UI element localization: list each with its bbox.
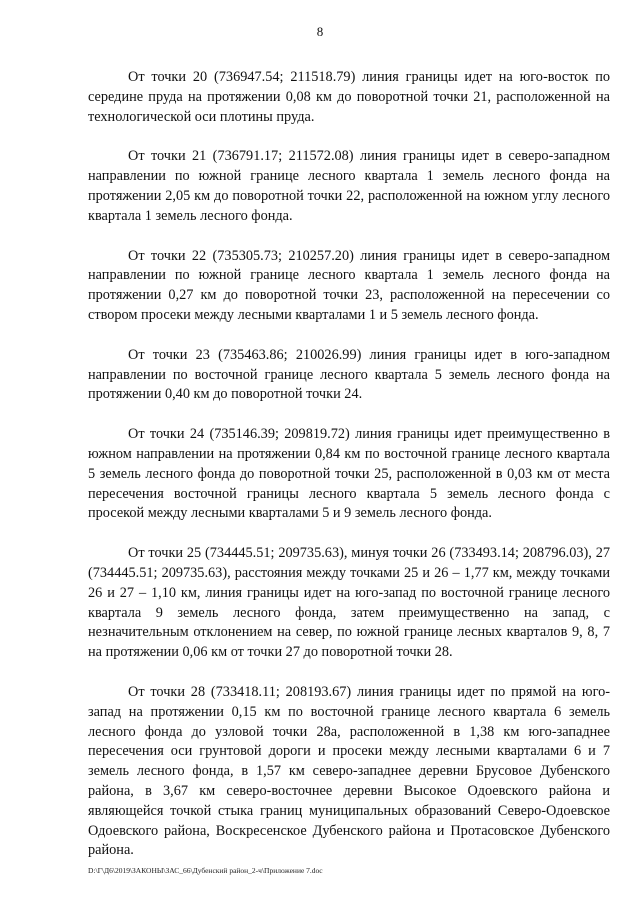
page-number: 8 [316, 24, 324, 39]
paragraph-point-22: От точки 22 (735305.73; 210257.20) линия границы идет в северо-западном направлении по южной границе лесного квартала 1 земель лесного фонда на протяжении 0,27 км до поворотной точки 23, расположенной на пересечении со створом просеки между лесными кварталами 1 и 5 земель лесного фонда. [88, 247, 610, 323]
paragraph-point-23: От точки 23 (735463.86; 210026.99) линия границы идет в юго-западном направлении по восточной границе лесного квартала 5 земель лесного фонда на протяжении 0,40 км до поворотной точки 24. [88, 346, 610, 403]
document-body [88, 68, 610, 881]
paragraph-point-21: От точки 21 (736791.17; 211572.08) линия границы идет в северо-западном направлении по южной границе лесного квартала 1 земель лесного фонда на протяжении 2,05 км до поворотной точки 22, расположенной на южном углу лесного квартала 1 земель лесного фонда. [88, 148, 610, 224]
paragraph-point-25: От точки 25 (734445.51; 209735.63), минуя точки 26 (733493.14; 208796.03), 27 (734445.51; 209735.63), расстояния между точками 25 и 26 – 1,77 км, между точками 26 и 27 – 1,10 км, линия границы идет на юго-запад по восточной границе лесного квартала 9 земель лесного фонда, затем преимущественно на запад, с незначительным отклонением на север, по южной границе лесных кварталов 9, 8, 7 на протяжении 0,06 км от точки 27 до поворотной точки 28. [88, 545, 610, 661]
paragraph-point-20: От точки 20 (736947.54; 211518.79) линия границы идет на юго-восток по середине пруда на протяжении 0,08 км до поворотной точки 21, расположенной на технологической оси плотины пруда. [88, 69, 610, 125]
paragraph-point-24: От точки 24 (735146.39; 209819.72) линия границы идет преимущественно в южном направлении на протяжении 0,84 км по восточной границе лесного квартала 5 земель лесного фонда до поворотной точки 25, расположенной в 0,03 км от места пересечения восточной границы лесного квартала 5 земель лесного фонда с просекой между лесными кварталами 5 и 9 земель лесного фонда. [88, 426, 610, 522]
paragraph-point-28: От точки 28 (733418.11; 208193.67) линия границы идет по прямой на юго-запад на протяжении 0,15 км по восточной границе лесного квартала 6 земель лесного фонда до узловой точки 28а, расположенной в 1,38 км юго-западнее пересечения оси грунтовой дороги и просеки между лесными кварталами 6 и 7 земель лесного фонда, в 1,57 км северо-западнее деревни Брусовое Дубенского района, в 3,67 км северо-восточнее деревни Высокое Одоевского района и являющейся точкой стыка границ муниципальных образований Северо-Одоевское Одоевского района, Воскресенское Дубенского района и Протасовское Дубенского района. [88, 683, 610, 859]
footer-file-path: D:\Г\Д6\2019\ЗАКОНЫ\ЗАС_66\Дубенский район_2-ч\Приложение 7.doc [88, 866, 323, 875]
